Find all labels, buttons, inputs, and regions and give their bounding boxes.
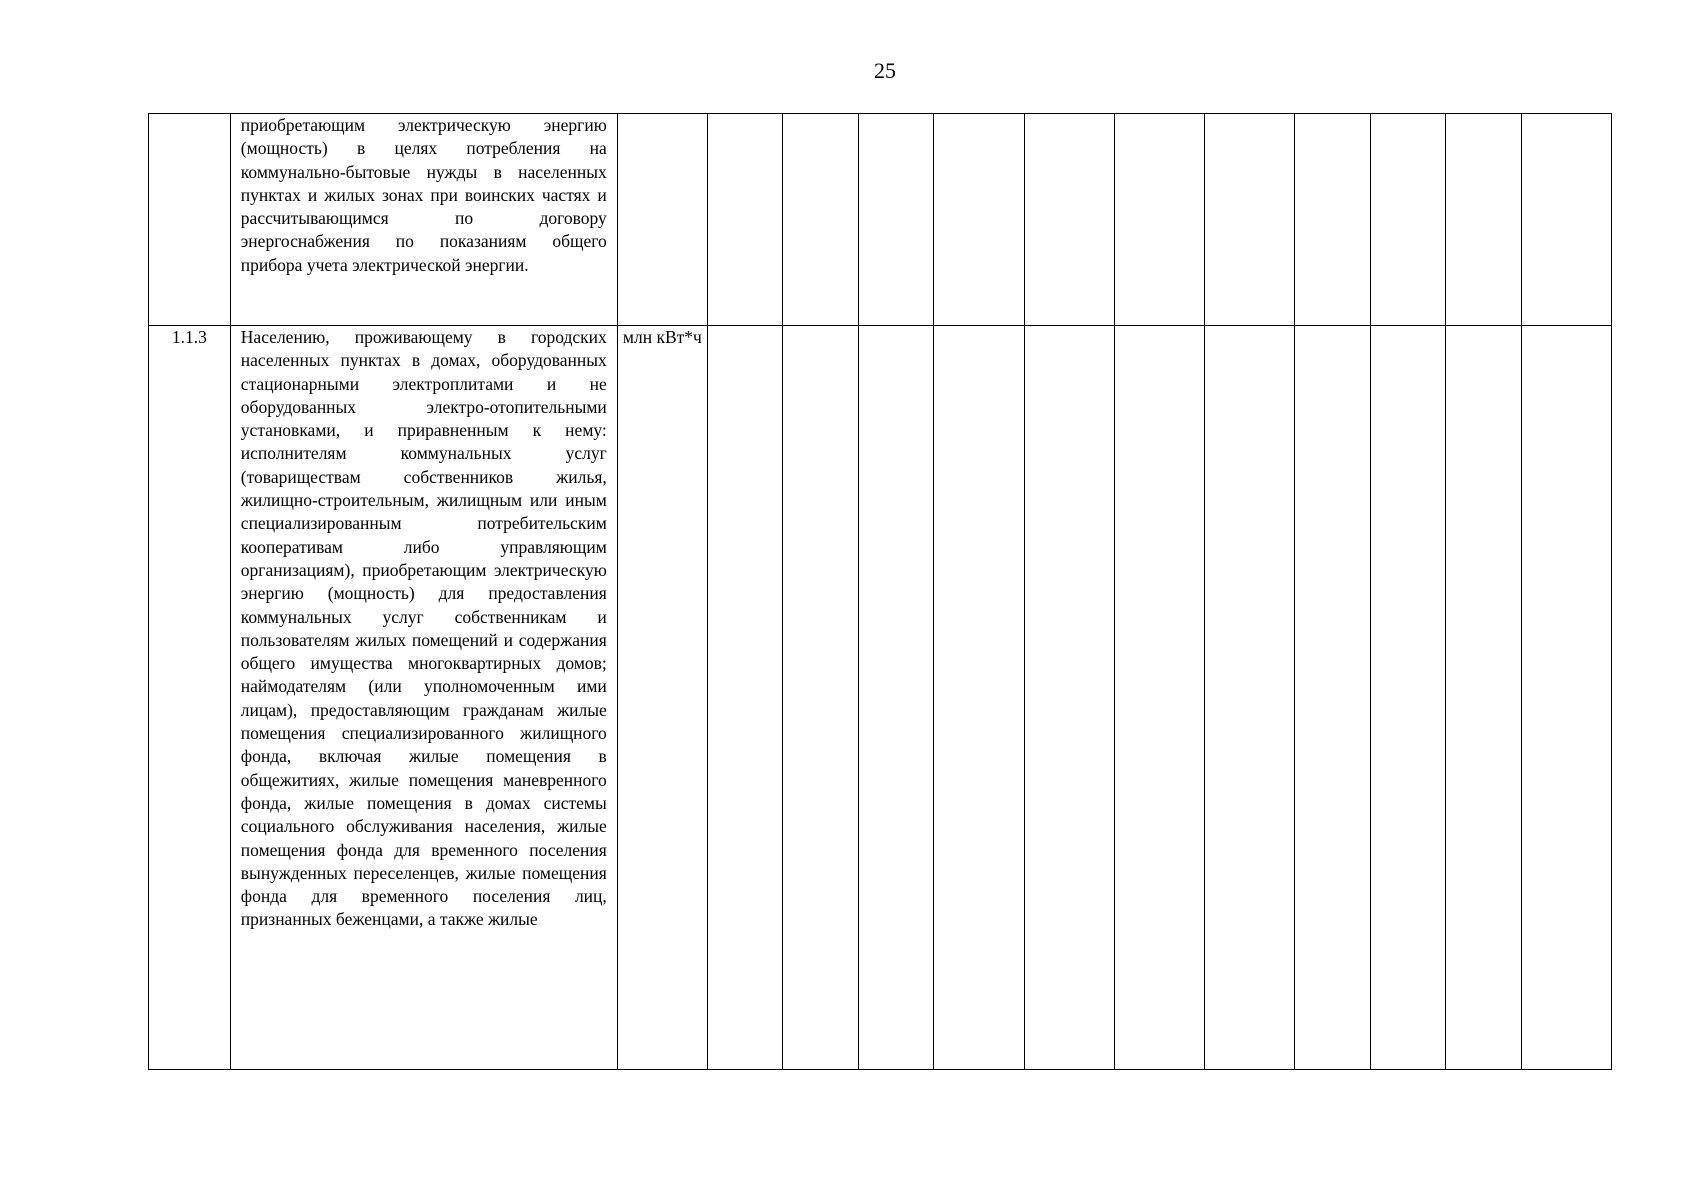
value-cell [1205, 114, 1295, 326]
value-cell [1521, 114, 1611, 326]
row-number-cell: 1.1.3 [149, 326, 231, 1070]
value-cell [1114, 326, 1204, 1070]
value-cell [1370, 326, 1446, 1070]
row-unit-cell [617, 114, 707, 326]
value-cell [1024, 114, 1114, 326]
value-cell [1295, 114, 1371, 326]
row-description: приобретающим электрическую энергию (мощность) в целях потребления на коммунально-бытовые нужды в населенных пунктах и жилых зонах при воинских частях и рассчитывающимся по договору энергоснабжения по показаниям общего прибора учета электрической энергии. [240, 115, 607, 275]
value-cell [1521, 326, 1611, 1070]
value-cell [1024, 326, 1114, 1070]
value-cell [1295, 326, 1371, 1070]
value-cell [707, 114, 783, 326]
value-cell [1370, 114, 1446, 326]
value-cell [1446, 326, 1522, 1070]
table-row [149, 326, 1612, 1070]
value-cell [1205, 326, 1295, 1070]
value-cell [1114, 114, 1204, 326]
table-row [149, 114, 1612, 326]
value-cell [858, 114, 934, 326]
row-description: Населению, проживающему в городских населенных пунктах в домах, оборудованных стационарными электроплитами и не оборудованных электро-отопительными установками, и приравненным к нему: исполнителям коммунальных услуг (товариществам собственников жилья, жилищно-строительным, жилищным или иным специализированным потребительским кооперативам либо управляющим организациям), приобретающим электрическую энергию (мощность) для предоставления коммунальных услуг собственникам и пользователям жилых помещений и содержания общего имущества многоквартирных домов; наймодателям (или уполномоченным ими лицам), предоставляющим гражданам жилые помещения специализированного жилищного фонда, включая жилые помещения в общежитиях, жилые помещения маневренного фонда, жилые помещения в домах системы социального обслуживания населения, жилые помещения фонда для временного поселения вынужденных переселенцев, жилые помещения фонда для временного поселения лиц, признанных беженцами, а также жилые [240, 327, 607, 930]
page-number: 25 [874, 58, 896, 83]
row-number-cell [149, 114, 231, 326]
row-description-cell [230, 326, 617, 1070]
value-cell [1446, 114, 1522, 326]
tariff-table [148, 113, 1612, 1070]
value-cell [934, 114, 1024, 326]
row-description-cell [230, 114, 617, 326]
value-cell [707, 326, 783, 1070]
row-unit-cell: млн кВт*ч [617, 326, 707, 1070]
value-cell [858, 326, 934, 1070]
value-cell [783, 114, 859, 326]
value-cell [783, 326, 859, 1070]
value-cell [934, 326, 1024, 1070]
